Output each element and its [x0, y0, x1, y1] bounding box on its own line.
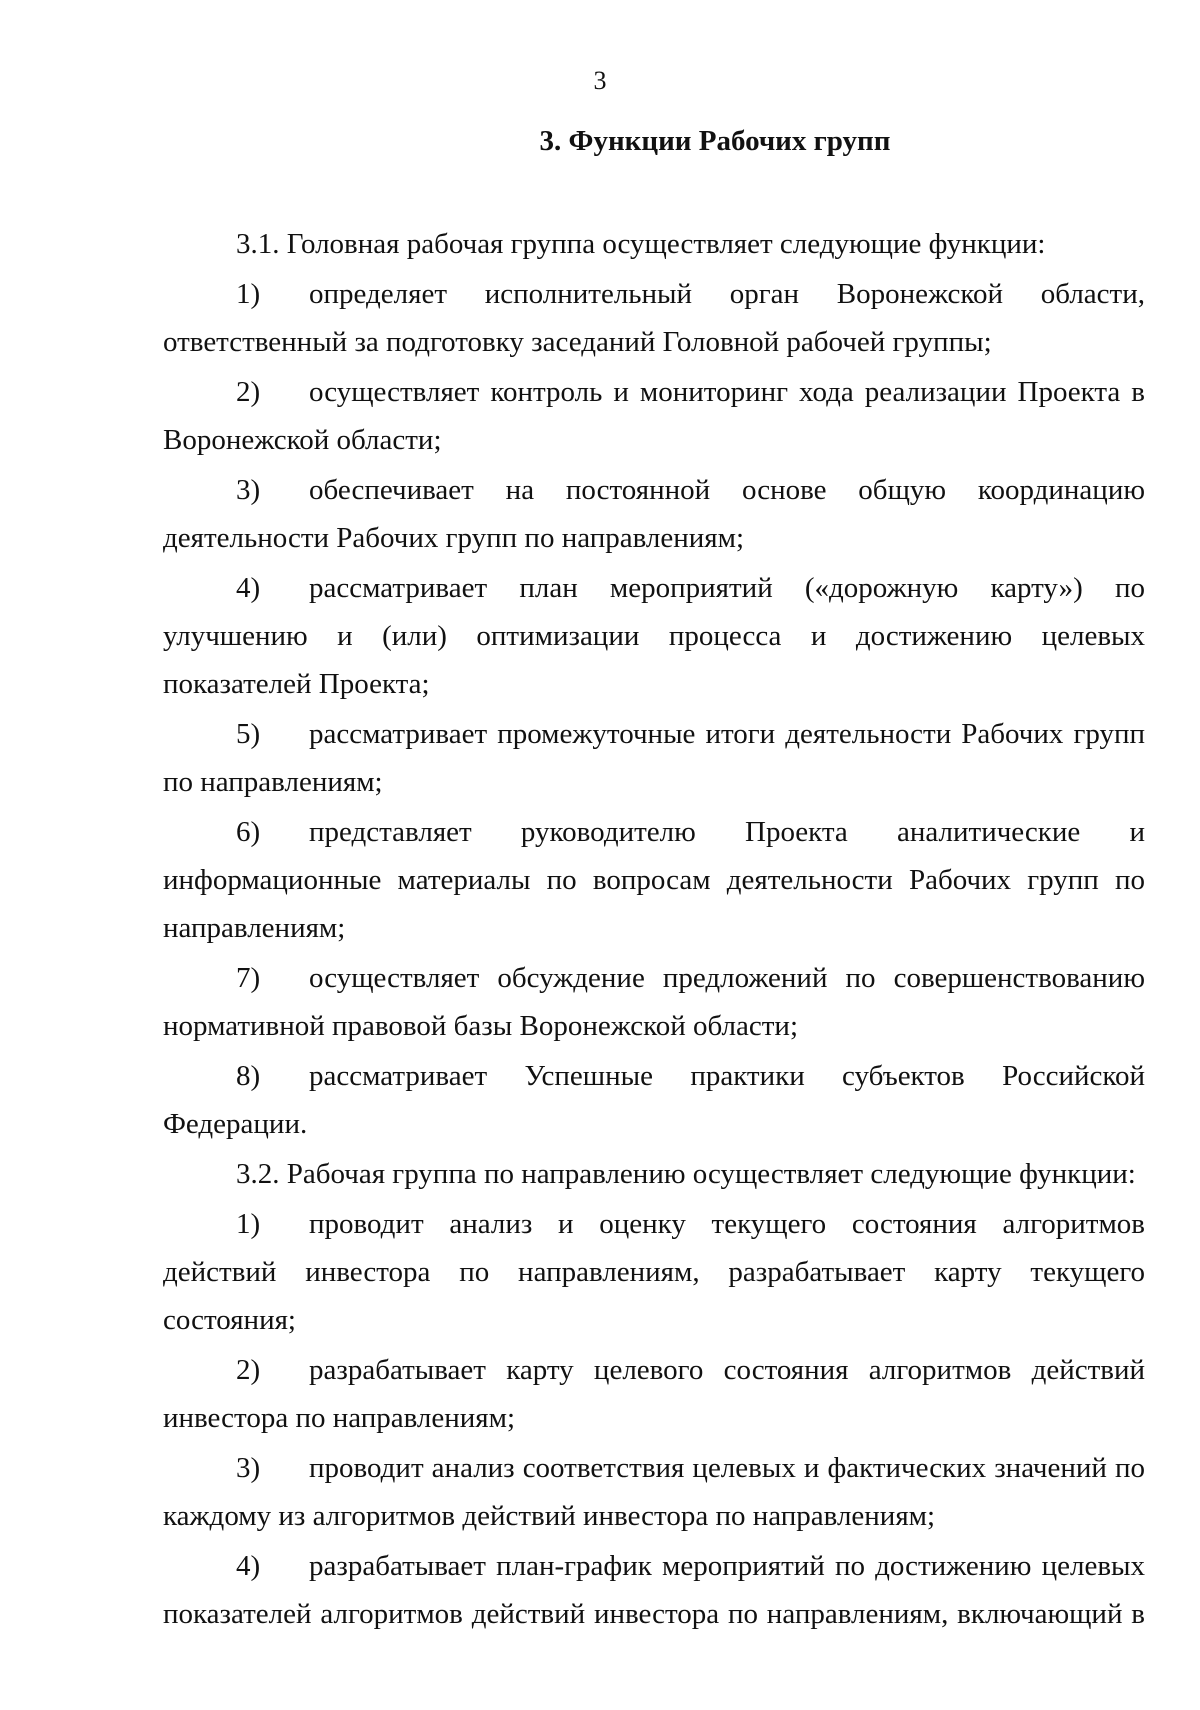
item-number: 2): [236, 376, 261, 408]
document-body: [163, 220, 1145, 1638]
item-text: обеспечивает на постоянной основе общую координацию деятельности Рабочих групп по направлениям;: [163, 474, 1145, 554]
list-item: [163, 270, 1145, 366]
list-item: [163, 1200, 1145, 1344]
item-text: проводит анализ соответствия целевых и фактических значений по каждому из алгоритмов действий инвестора по направлениям;: [163, 1452, 1145, 1532]
list-item: [163, 808, 1145, 952]
list-item: [163, 368, 1145, 464]
item-number: 2): [236, 1354, 261, 1386]
item-text: проводит анализ и оценку текущего состояния алгоритмов действий инвестора по направлениям, разрабатывает карту текущего состояния;: [163, 1208, 1145, 1336]
item-text: определяет исполнительный орган Воронежской области, ответственный за подготовку заседаний Головной рабочей группы;: [163, 278, 1145, 358]
item-number: 3): [236, 1452, 261, 1484]
item-number: 5): [236, 718, 261, 750]
list-item: [163, 954, 1145, 1050]
item-number: 3): [236, 474, 261, 506]
item-number: 1): [236, 1208, 261, 1240]
page-number: 3: [593, 66, 607, 95]
item-number: 7): [236, 962, 261, 994]
item-number: 1): [236, 278, 261, 310]
list-item: [163, 1444, 1145, 1540]
item-text: представляет руководителю Проекта аналитические и информационные материалы по вопросам деятельности Рабочих групп по направлениям;: [163, 816, 1145, 944]
list-item: [163, 710, 1145, 806]
item-number: 4): [236, 572, 261, 604]
item-text: рассматривает Успешные практики субъектов Российской Федерации.: [163, 1060, 1145, 1140]
item-text: осуществляет обсуждение предложений по совершенствованию нормативной правовой базы Воронежской области;: [163, 962, 1145, 1042]
item-number: 4): [236, 1550, 261, 1582]
subsection-heading-3-2: 3.2. Рабочая группа по направлению осуществляет следующие функции:: [236, 1158, 1136, 1190]
list-item: [163, 564, 1145, 708]
item-text: разрабатывает план-график мероприятий по достижению целевых показателей алгоритмов действий инвестора по направлениям, включающий в: [163, 1550, 1145, 1630]
item-text: разрабатывает карту целевого состояния алгоритмов действий инвестора по направлениям;: [163, 1354, 1145, 1434]
item-number: 8): [236, 1060, 261, 1092]
item-text: осуществляет контроль и мониторинг хода реализации Проекта в Воронежской области;: [163, 376, 1145, 456]
item-text: рассматривает промежуточные итоги деятельности Рабочих групп по направлениям;: [163, 718, 1145, 798]
item-text: рассматривает план мероприятий («дорожную карту») по улучшению и (или) оптимизации процесса и достижению целевых показателей Проекта;: [163, 572, 1145, 700]
section-title: 3. Функции Рабочих групп: [539, 125, 891, 157]
subsection-heading-3-1: 3.1. Головная рабочая группа осуществляет следующие функции:: [236, 228, 1046, 260]
item-number: 6): [236, 816, 261, 848]
list-item: [163, 466, 1145, 562]
list-item: [163, 1542, 1145, 1638]
list-item: [163, 1346, 1145, 1442]
list-item: [163, 1052, 1145, 1148]
